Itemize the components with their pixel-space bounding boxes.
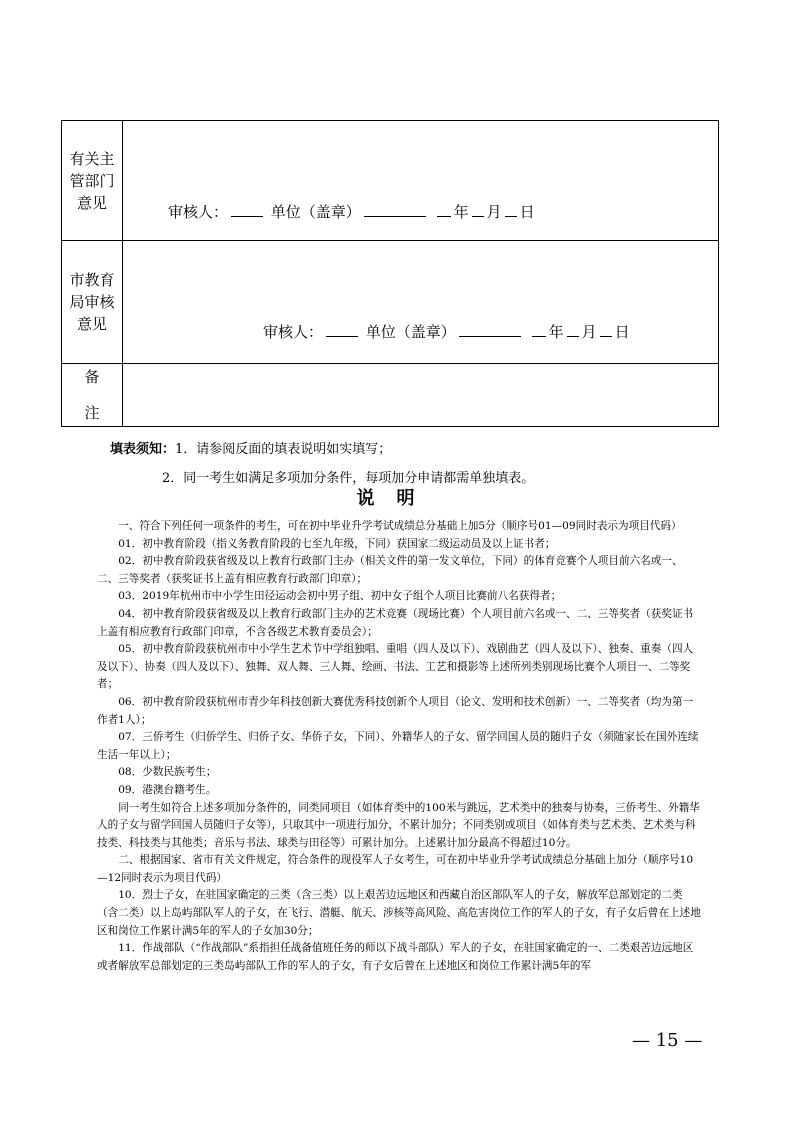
opinion-field[interactable] [123, 241, 719, 364]
explanation-text [97, 518, 701, 975]
row-label-line: 市教育 [69, 271, 115, 289]
paragraph: 同一考生如符合上述多项加分条件的，同类同项目（如体育类中的100米与跳远，艺术类中的独奏与协奏，三侨考生、外籍华人的子女与留学回国人员随归子女等），只取其中一项进行加分，不累计加分；不同类别或项目（如体育类与艺术类、艺术类与科技类、科技类与其他类；音乐与书法、球类与田径等）可累计加分。上述累计加分最高不得超过10分。 [97, 801, 700, 849]
paragraph: 二、根据国家、省市有关文件规定，符合条件的现役军人子女考生，可在初中毕业升学考试成绩总分基础上加分（顺序号10—12同时表示为项目代码） [97, 854, 694, 884]
row-label-line: 有关主 [69, 149, 115, 168]
unit-label: 单位（盖章） [270, 203, 361, 221]
notice-item: 1．请参阅反面的填表说明如实填写； [175, 442, 392, 457]
row-label-line: 局审核 [69, 293, 115, 311]
table-row [62, 364, 719, 427]
paragraph: 06．初中教育阶段获杭州市青少年科技创新大赛优秀科技创新个人项目（论文、发明和技术创新）一、二等奖者（均为第一作者1人）； [97, 695, 694, 726]
paragraph: 01．初中教育阶段（指义务教育阶段的七至九年级，下同）获国家二级运动员及以上证书者； [118, 537, 556, 550]
paragraph: 09．港澳台籍考生。 [118, 783, 217, 796]
paragraph: 05．初中教育阶段获杭州市中小学生艺术节中学组独唱、重唱（四人及以下）、戏剧曲艺（四人及以下）、独奏、重奏（四人及以下）、协奏（四人及以下）、独舞、双人舞、三人舞、绘画、书法、工艺和摄影等上述所列类别现场比赛个人项目一、二等奖者； [97, 643, 694, 691]
unit-blank[interactable] [459, 322, 521, 337]
row-label [62, 241, 123, 364]
paragraph: 04．初中教育阶段获省级及以上教育行政部门主办的艺术竞赛（现场比赛）个人项目前六名或一、二、三等奖者（获奖证书上盖有相应教育行政部门印章，不含各级艺术教育委员会）； [97, 607, 694, 638]
row-label-line: 管部门 [69, 171, 115, 190]
row-label-line: 备 [84, 368, 100, 386]
paragraph: 一、符合下列任何一项条件的考生，可在初中毕业升学考试成绩总分基础上加5分（顺序号01—09同时表示为项目代码） [118, 520, 682, 532]
row-label-line: 注 [84, 404, 100, 422]
year-blank[interactable] [532, 322, 546, 337]
paragraph: 02．初中教育阶段获省级及以上教育行政部门主办（相关文件的第一发文单位，下同）的体育竞赛个人项目前六名或一、二、三等奖者（获奖证书上盖有相应教育行政部门印章）； [97, 555, 683, 585]
row-label [62, 364, 123, 427]
approval-form-table [61, 120, 719, 427]
row-label-line: 意见 [76, 315, 107, 333]
unit-label: 单位（盖章） [365, 323, 456, 341]
table-row [62, 121, 719, 241]
signature-line [168, 201, 535, 222]
reviewer-blank[interactable] [326, 322, 358, 337]
day-blank[interactable] [505, 202, 517, 217]
remarks-field[interactable] [123, 364, 719, 427]
month-label: 月 [581, 323, 597, 341]
opinion-field[interactable] [123, 121, 719, 241]
year-blank[interactable] [437, 202, 451, 217]
paragraph: 07．三侨考生（归侨学生、归侨子女、华侨子女，下同）、外籍华人的子女、留学回国人员的随归子女（须随家长在国外连续生活一年以上）； [97, 731, 699, 761]
day-label: 日 [614, 323, 630, 341]
notice-item: 2．同一考生如满足多项加分条件，每项加分申请都需单独填表。 [162, 471, 535, 486]
month-blank[interactable] [472, 202, 484, 217]
year-label: 年 [453, 203, 469, 221]
signature-line [263, 321, 630, 342]
unit-blank[interactable] [364, 202, 426, 217]
reviewer-label: 审核人： [168, 203, 229, 221]
paragraph: 10．烈士子女，在驻国家确定的三类（含三类）以上艰苦边远地区和西藏自治区部队军人的子女，解放军总部划定的二类（含二类）以上岛屿部队军人的子女，在飞行、潜艇、航天、涉核等高风险、高危害岗位工作的军人的子女，有子女后曾在上述地区和岗位工作累计满5年的军人的子女加30分； [97, 889, 701, 937]
paragraph: 08．少数民族考生； [118, 766, 217, 779]
page-number: — 15 — [632, 1030, 703, 1051]
notice-title: 填表须知： [110, 442, 176, 457]
day-label: 日 [519, 203, 535, 221]
section-heading: 说明 [356, 488, 437, 509]
table-row [62, 241, 719, 364]
notice-line-1 [110, 438, 391, 457]
paragraph: 03．2019年杭州市中小学生田径运动会初中男子组、初中女子组个人项目比赛前八名获得者； [118, 590, 562, 603]
year-label: 年 [548, 323, 564, 341]
month-blank[interactable] [567, 322, 579, 337]
paragraph: 11．作战部队（“作战部队”系指担任战备值班任务的师以下战斗部队）军人的子女，在驻国家确定的一、二类艰苦边远地区或者解放军总部划定的三类岛屿部队工作的军人的子女，有子女后曾在上述地区和岗位工作累计满5年的军 [97, 942, 694, 972]
reviewer-blank[interactable] [231, 202, 263, 217]
day-blank[interactable] [600, 322, 612, 337]
row-label-line: 意见 [76, 193, 107, 212]
reviewer-label: 审核人： [263, 323, 324, 341]
month-label: 月 [486, 203, 502, 221]
row-label [62, 121, 123, 241]
